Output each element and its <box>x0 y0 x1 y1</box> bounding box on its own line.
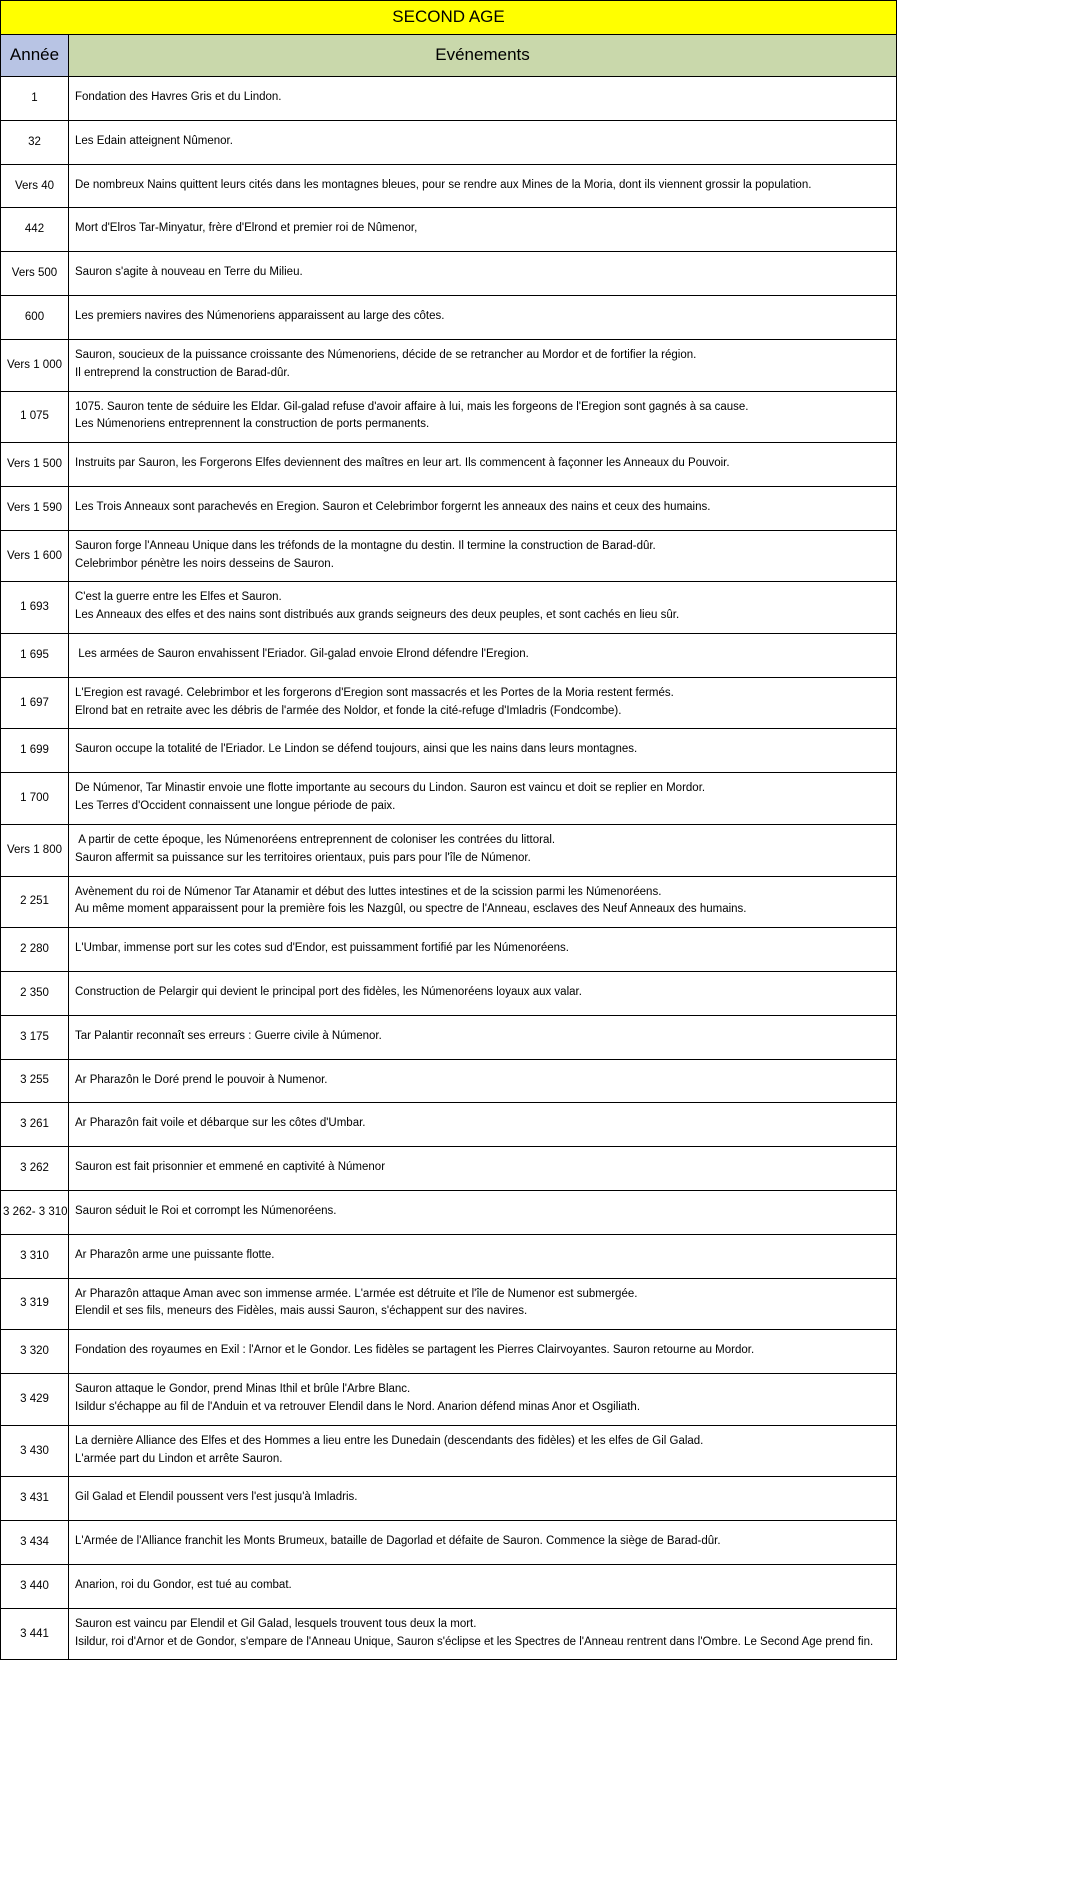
event-line: Il entreprend la construction de Barad-dûr. <box>75 366 290 379</box>
table-title-row <box>1 1 897 35</box>
event-line: Elrond bat en retraite avec les débris de l'armée des Noldor, et fonde la cité-refuge d'Imladris (Fondcombe). <box>75 704 622 717</box>
event-line: Ar Pharazôn le Doré prend le pouvoir à Numenor. <box>75 1073 328 1086</box>
cell-year: 2 251 <box>1 876 69 928</box>
cell-events <box>69 876 897 928</box>
cell-year: 1 699 <box>1 729 69 773</box>
event-line: Isildur s'échappe au fil de l'Anduin et va retrouver Elendil dans le Nord. Anarion défend minas Anor et Osgiliath. <box>75 1400 641 1413</box>
event-line: Gil Galad et Elendil poussent vers l'est jusqu'à Imladris. <box>75 1491 358 1504</box>
cell-events <box>69 1015 897 1059</box>
cell-year: 32 <box>1 120 69 164</box>
event-line: Sauron s'agite à nouveau en Terre du Milieu. <box>75 266 303 279</box>
event-line: Elendil et ses fils, meneurs des Fidèles, mais aussi Sauron, s'échappent sur des navires. <box>75 1305 528 1318</box>
cell-events <box>69 1425 897 1477</box>
event-line: La dernière Alliance des Elfes et des Hommes a lieu entre les Dunedain (descendants des fidèles) et les elfes de Gil Galad. <box>75 1434 704 1447</box>
event-line: Les Edain atteignent Nûmenor. <box>75 134 233 147</box>
table-row <box>1 486 897 530</box>
cell-year: 3 262 <box>1 1147 69 1191</box>
cell-events <box>69 120 897 164</box>
event-line: Les Terres d'Occident connaissent une longue période de paix. <box>75 800 396 813</box>
cell-events <box>69 1521 897 1565</box>
event-line: Les premiers navires des Númenoriens apparaissent au large des côtes. <box>75 310 445 323</box>
cell-year: 1 700 <box>1 773 69 825</box>
table-row <box>1 1234 897 1278</box>
event-line: De nombreux Nains quittent leurs cités dans les montagnes bleues, pour se rendre aux Mines de la Moria, dont ils viennent grossir la population. <box>75 178 812 191</box>
event-line: Sauron est fait prisonnier et emmené en captivité à Númenor <box>75 1161 386 1174</box>
cell-events <box>69 677 897 729</box>
cell-events <box>69 391 897 443</box>
table-row <box>1 164 897 208</box>
cell-events <box>69 486 897 530</box>
event-line: Sauron séduit le Roi et corrompt les Númenoréens. <box>75 1205 337 1217</box>
table-row <box>1 876 897 928</box>
table-row <box>1 252 897 296</box>
table-row <box>1 1521 897 1565</box>
event-line: Instruits par Sauron, les Forgerons Elfes deviennent des maîtres en leur art. Ils commencent à façonner les Anneaux du Pouvoir. <box>75 457 730 470</box>
event-line: Les Anneaux des elfes et des nains sont distribués aux grands seigneurs des deux peuples, et sont cachés en lieu sûr. <box>75 609 680 622</box>
cell-events <box>69 1564 897 1608</box>
cell-year: 2 280 <box>1 928 69 972</box>
cell-events <box>69 1234 897 1278</box>
table-row <box>1 1564 897 1608</box>
table-row <box>1 971 897 1015</box>
cell-year: 3 262- 3 310 <box>1 1191 69 1235</box>
table-row <box>1 296 897 340</box>
cell-year: Vers 1 000 <box>1 339 69 391</box>
event-line: Sauron attaque le Gondor, prend Minas Ithil et brûle l'Arbre Blanc. <box>75 1383 411 1396</box>
cell-events <box>69 296 897 340</box>
event-line: De Númenor, Tar Minastir envoie une flotte importante au secours du Lindon. Sauron est vaincu et doit se replier en Mordor. <box>75 782 706 795</box>
cell-year: 2 350 <box>1 971 69 1015</box>
table-row <box>1 1278 897 1330</box>
cell-year: 1 693 <box>1 582 69 634</box>
table-row <box>1 1374 897 1426</box>
event-line: Ar Pharazôn attaque Aman avec son immense armée. L'armée est détruite et l'île de Numenor est submergée. <box>75 1287 638 1300</box>
cell-year: 3 320 <box>1 1330 69 1374</box>
cell-year: 3 430 <box>1 1425 69 1477</box>
event-line: Sauron est vaincu par Elendil et Gil Galad, lesquels trouvent tous deux la mort. <box>75 1617 477 1630</box>
table-row <box>1 77 897 121</box>
event-line: L'Armée de l'Alliance franchit les Monts Brumeux, bataille de Dagorlad et défaite de Sauron. Commence la siège de Barad-dûr. <box>75 1535 721 1548</box>
event-line: A partir de cette époque, les Númenoréens entreprennent de coloniser les contrées du littoral. <box>75 833 556 846</box>
table-body <box>1 1 897 1660</box>
event-line: Anarion, roi du Gondor, est tué au combat. <box>75 1578 292 1591</box>
cell-events <box>69 443 897 487</box>
cell-year: 1 <box>1 77 69 121</box>
cell-events <box>69 582 897 634</box>
cell-year: 3 429 <box>1 1374 69 1426</box>
cell-year: 3 434 <box>1 1521 69 1565</box>
event-line: Sauron occupe la totalité de l'Eriador. Le Lindon se défend toujours, ainsi que les nains dans leurs montagnes. <box>75 743 638 756</box>
event-line: L'Eregion est ravagé. Celebrimbor et les forgerons d'Eregion sont massacrés et les Portes de la Moria restent fermés. <box>75 686 674 699</box>
table-row <box>1 530 897 582</box>
table-row <box>1 339 897 391</box>
cell-year: Vers 1 500 <box>1 443 69 487</box>
event-line: Au même moment apparaissent pour la première fois les Nazgûl, ou spectre de l'Anneau, esclaves des Neuf Anneaux des humains. <box>75 903 747 916</box>
page-title: SECOND AGE <box>1 1 897 35</box>
table-row <box>1 443 897 487</box>
event-line: Les Númenoriens entreprennent la construction de ports permanents. <box>75 418 430 431</box>
cell-year: 3 255 <box>1 1059 69 1103</box>
cell-events <box>69 1608 897 1660</box>
event-line: Ar Pharazôn arme une puissante flotte. <box>75 1248 275 1261</box>
event-line: L'armée part du Lindon et arrête Sauron. <box>75 1452 283 1465</box>
cell-year: Vers 1 590 <box>1 486 69 530</box>
cell-year: 442 <box>1 208 69 252</box>
event-line: Tar Palantir reconnaît ses erreurs : Guerre civile à Númenor. <box>75 1029 382 1042</box>
event-line: Celebrimbor pénètre les noirs desseins de Sauron. <box>75 557 334 570</box>
event-line: Sauron affermit sa puissance sur les territoires orientaux, puis pars pour l'île de Númenor. <box>75 851 531 864</box>
table-row <box>1 1608 897 1660</box>
cell-events <box>69 971 897 1015</box>
cell-events <box>69 77 897 121</box>
column-header-events: Evénements <box>69 35 897 77</box>
table-row <box>1 1425 897 1477</box>
cell-year: Vers 1 800 <box>1 824 69 876</box>
table-row <box>1 1147 897 1191</box>
cell-year: 3 441 <box>1 1608 69 1660</box>
cell-year: Vers 40 <box>1 164 69 208</box>
table-row <box>1 928 897 972</box>
event-line: C'est la guerre entre les Elfes et Sauron. <box>75 591 282 604</box>
cell-events <box>69 1059 897 1103</box>
table-row <box>1 208 897 252</box>
event-line: Ar Pharazôn fait voile et débarque sur les côtes d'Umbar. <box>75 1117 366 1130</box>
event-line: Construction de Pelargir qui devient le principal port des fidèles, les Númenoréens loyaux aux valar. <box>75 985 582 998</box>
cell-events <box>69 1477 897 1521</box>
cell-events <box>69 339 897 391</box>
cell-events <box>69 634 897 678</box>
table-row <box>1 582 897 634</box>
cell-year: 3 319 <box>1 1278 69 1330</box>
cell-events <box>69 1147 897 1191</box>
event-line: 1075. Sauron tente de séduire les Eldar. Gil-galad refuse d'avoir affaire à lui, mais les forgeons de l'Eregion sont gagnés à sa cause. <box>75 400 749 413</box>
table-row <box>1 1103 897 1147</box>
event-line: Avènement du roi de Númenor Tar Atanamir et début des luttes intestines et de la scission parmi les Númenoréens. <box>75 885 662 898</box>
table-row <box>1 824 897 876</box>
cell-events <box>69 824 897 876</box>
event-line: Mort d'Elros Tar-Minyatur, frère d'Elrond et premier roi de Nûmenor, <box>75 222 418 235</box>
table-row <box>1 1191 897 1235</box>
column-header-year: Année <box>1 35 69 77</box>
cell-year: Vers 500 <box>1 252 69 296</box>
cell-events <box>69 729 897 773</box>
table-row <box>1 634 897 678</box>
table-header-row <box>1 35 897 77</box>
cell-year: 3 440 <box>1 1564 69 1608</box>
event-line: Sauron, soucieux de la puissance croissante des Númenoriens, décide de se retrancher au Mordor et de fortifier la région. <box>75 348 697 361</box>
table-row <box>1 1015 897 1059</box>
cell-events <box>69 928 897 972</box>
table-row <box>1 391 897 443</box>
table-row <box>1 677 897 729</box>
cell-events <box>69 208 897 252</box>
table-row <box>1 1477 897 1521</box>
event-line: Fondation des Havres Gris et du Lindon. <box>75 91 282 103</box>
event-line: Fondation des royaumes en Exil : l'Arnor et le Gondor. Les fidèles se partagent les Pierres Clairvoyantes. Sauron retourne au Mordor. <box>75 1344 755 1357</box>
cell-year: 3 310 <box>1 1234 69 1278</box>
cell-events <box>69 1330 897 1374</box>
cell-year: 1 697 <box>1 677 69 729</box>
event-line: Sauron forge l'Anneau Unique dans les tréfonds de la montagne du destin. Il termine la construction de Barad-dûr. <box>75 539 656 552</box>
cell-year: 1 075 <box>1 391 69 443</box>
cell-events <box>69 252 897 296</box>
event-line: Isildur, roi d'Arnor et de Gondor, s'empare de l'Anneau Unique, Sauron s'éclipse et les Spectres de l'Anneau rentrent dans l'Ombre. Le Second Age prend fin. <box>75 1635 874 1648</box>
cell-year: 1 695 <box>1 634 69 678</box>
cell-year: 600 <box>1 296 69 340</box>
cell-events <box>69 1374 897 1426</box>
cell-year: 3 261 <box>1 1103 69 1147</box>
cell-events <box>69 1278 897 1330</box>
cell-events <box>69 1103 897 1147</box>
table-row <box>1 120 897 164</box>
cell-events <box>69 773 897 825</box>
event-line: Les Trois Anneaux sont parachevés en Eregion. Sauron et Celebrimbor forgernt les anneaux des nains et ceux des humains. <box>75 500 711 513</box>
cell-year: 3 175 <box>1 1015 69 1059</box>
table-row <box>1 773 897 825</box>
table-row <box>1 1330 897 1374</box>
event-line: L'Umbar, immense port sur les cotes sud d'Endor, est puissamment fortifié par les Númenoréens. <box>75 942 570 955</box>
cell-events <box>69 1191 897 1235</box>
table-row <box>1 1059 897 1103</box>
cell-year: 3 431 <box>1 1477 69 1521</box>
cell-year: Vers 1 600 <box>1 530 69 582</box>
cell-events <box>69 164 897 208</box>
event-line: Les armées de Sauron envahissent l'Eriador. Gil-galad envoie Elrond défendre l'Eregion. <box>75 648 529 660</box>
table-row <box>1 729 897 773</box>
cell-events <box>69 530 897 582</box>
